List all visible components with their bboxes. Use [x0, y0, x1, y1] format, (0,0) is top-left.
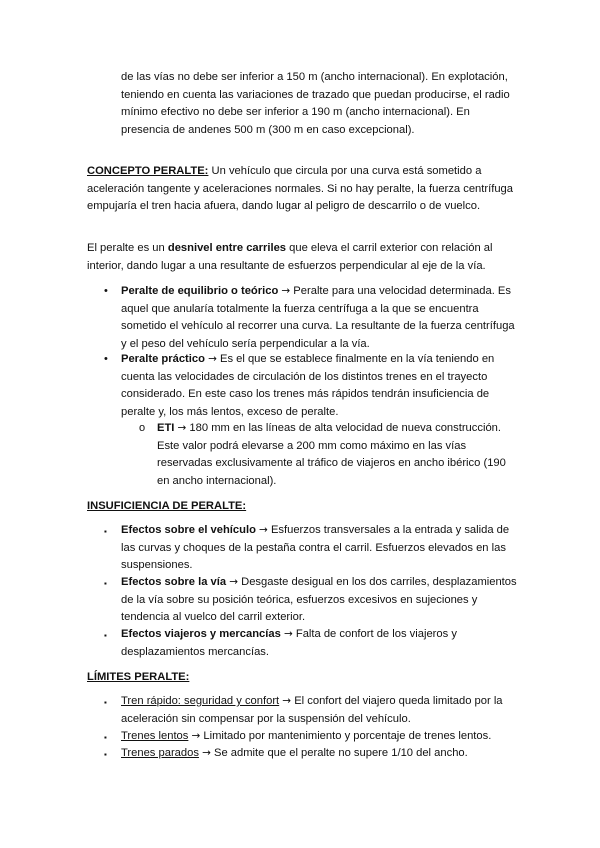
item-title: Trenes parados — [121, 747, 199, 759]
item-text: Se admite que el peralte no supere 1/10 del ancho. — [210, 747, 468, 759]
item-title: Efectos viajeros y mercancías — [121, 628, 281, 640]
item-text: 180 mm en las líneas de alta velocidad de nueva construcción. Este valor podrá elevarse a 200 mm como máximo en las vías reservadas exclusivamente al tráfico de viajeros en ancho ibérico (190 en ancho internacional). — [157, 422, 506, 487]
item-title: Tren rápido: seguridad y confort — [121, 695, 280, 707]
bullet-square: ▪ — [104, 733, 107, 742]
concepto-text: Un vehículo que circula por una curva está sometido a aceleración tangente y aceleraciones normales. Si no hay peralte, la fuerza centrífuga empujaría el tren hacia afuera, dando lugar al peligro de descarrilo o de vuelco. — [87, 165, 513, 212]
arrow-icon: → — [229, 576, 239, 588]
intro-paragraph: de las vías no debe ser inferior a 150 m (ancho internacional). En explotación, teniendo en cuenta las variaciones de trazado que puedan producirse, el radio mínimo efectivo no debe ser inferior a 190 m (ancho internacional). En presencia de andenes 500 m (300 m en caso excepcional). — [121, 71, 510, 136]
item-text: Peralte para una velocidad determinada. Es aquel que anularía totalmente la fuerza centrífuga a la que se encuentra sometido el vehículo al recorrer una curva. La resultante de la fuerza centrífuga y el peso del vehículo sería perpendicular a la vía. — [121, 285, 515, 350]
item-text: Falta de confort de los viajeros y desplazamientos mercancías. — [121, 628, 457, 658]
bullet-square: ▪ — [104, 698, 107, 707]
insuficiencia-heading: INSUFICIENCIA DE PERALTE: — [87, 500, 247, 512]
arrow-icon: → — [259, 524, 268, 536]
bullet-square: ▪ — [104, 579, 107, 588]
list-item — [121, 574, 517, 627]
item-text: Desgaste desigual en los dos carriles, desplazamientos de la vía sobre su posición teórica, esfuerzos excesivos en sujeciones y tendencia al vuelco del carril exterior. — [121, 576, 517, 623]
item-title: Efectos sobre la vía — [121, 576, 227, 588]
list-item-eti — [157, 420, 517, 490]
item-text: Es el que se establece finalmente en la vía teniendo en cuenta las velocidades de circulación de los distintos trenes en el trayecto considerado. En este caso los trenes más rápidos tendrán insuficiencia de peralte y, los más lentos, exceso de peralte. — [121, 353, 495, 418]
arrow-icon: → — [202, 747, 211, 759]
bullet-square: ▪ — [104, 527, 107, 536]
concepto-heading: CONCEPTO PERALTE: — [87, 165, 209, 177]
arrow-icon: → — [281, 285, 291, 297]
definicion-pre: El peralte es un — [87, 242, 168, 254]
item-title: Trenes lentos — [121, 730, 189, 742]
list-item — [121, 745, 517, 763]
arrow-icon: → — [283, 628, 293, 640]
list-item — [121, 626, 517, 661]
definicion-bold: desnivel entre carriles — [167, 242, 287, 254]
arrow-icon: → — [191, 730, 201, 742]
item-title: Peralte práctico — [121, 353, 205, 365]
arrow-icon: → — [177, 422, 187, 434]
arrow-icon: → — [282, 695, 292, 707]
list-item — [121, 693, 517, 728]
bullet-dot: • — [104, 353, 108, 365]
item-title: Efectos sobre el vehículo — [121, 524, 256, 536]
list-item — [121, 351, 517, 421]
item-text: El confort del viajero queda limitado por la aceleración sin compensar por la suspensión del vehículo. — [121, 695, 503, 725]
limites-heading: LÍMITES PERALTE: — [87, 671, 190, 683]
arrow-icon: → — [208, 353, 217, 365]
definicion-paragraph — [87, 240, 517, 275]
bullet-dot: • — [104, 285, 108, 297]
item-title: Peralte de equilibrio o teórico — [121, 285, 279, 297]
item-text: Limitado por mantenimiento y porcentaje de trenes lentos. — [200, 730, 492, 742]
bullet-circle: o — [139, 422, 146, 434]
list-item — [121, 522, 517, 575]
concepto-paragraph — [87, 163, 517, 216]
item-title: ETI — [157, 422, 175, 434]
item-text: Esfuerzos transversales a la entrada y salida de las curvas y choques de la pestaña contra el carril. Esfuerzos elevados en las suspensiones. — [121, 524, 510, 571]
definicion-post: que eleva el carril exterior con relación al interior, dando lugar a una resultante de esfuerzos perpendicular al eje de la vía. — [87, 242, 493, 272]
list-item — [121, 728, 517, 746]
bullet-square: ▪ — [104, 631, 107, 640]
bullet-square: ▪ — [104, 750, 107, 759]
list-item — [121, 283, 517, 353]
